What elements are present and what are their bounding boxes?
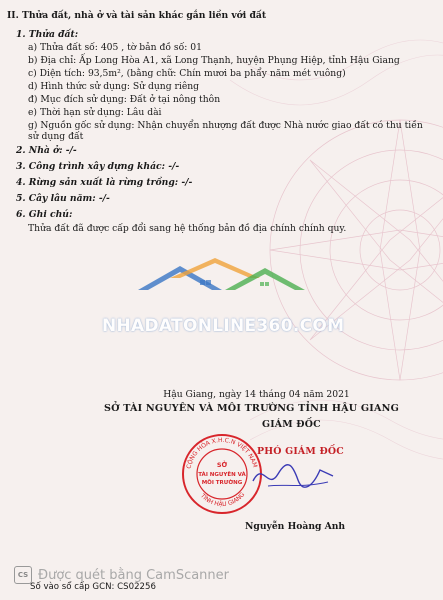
camscanner-icon: CS — [14, 566, 32, 584]
construction-item: 3. Công trình xây dựng khác: -/- — [16, 161, 180, 172]
usage-term: e) Thời hạn sử dụng: Lâu dài — [28, 107, 162, 118]
notes-text: Thửa đất đã được cấp đổi sang hệ thống bản đồ địa chính chính quy. — [28, 223, 347, 234]
parcel-number: a) Thửa đất số: 405 , tờ bản đồ số: 01 — [28, 42, 202, 53]
signature-icon — [248, 456, 338, 496]
usage-form: d) Hình thức sử dụng: Sử dụng riêng — [28, 81, 200, 92]
seal-top-text: CỘNG HÒA X.H.C.N VIỆT NAM — [185, 436, 259, 470]
signer-name: Nguyễn Hoàng Anh — [245, 521, 346, 532]
land-address: b) Địa chỉ: Ấp Long Hòa A1, xã Long Thạnh, huyện Phụng Hiệp, tỉnh Hậu Giang — [28, 55, 400, 66]
seal-bottom-text: TỈNH HẬU GIANG — [198, 491, 247, 509]
land-heading: 1. Thửa đất: — [16, 29, 79, 40]
certificate-serial: Số vào sổ cấp GCN: CS02256 — [30, 582, 156, 592]
seal-center-3: MÔI TRƯỜNG — [201, 480, 243, 486]
director-title: GIÁM ĐỐC — [262, 419, 321, 430]
house-item: 2. Nhà ở: -/- — [16, 145, 77, 156]
house-roof-icon — [100, 254, 340, 314]
camscanner-label: Được quét bằng CamScanner — [38, 567, 230, 583]
issuing-authority: SỞ TÀI NGUYÊN VÀ MÔI TRƯỜNG TỈNH HẬU GIANG — [103, 403, 400, 414]
watermark-logo — [100, 254, 345, 336]
usage-origin: g) Nguồn gốc sử dụng: Nhận chuyển nhượng đất được Nhà nước giao đất có thu tiền sử dụng đất — [28, 120, 423, 142]
section-title: II. Thửa đất, nhà ở và tài sản khác gắn liền với đất — [7, 10, 267, 21]
usage-purpose: đ) Mục đích sử dụng: Đất ở tại nông thôn — [28, 94, 221, 105]
forest-item: 4. Rừng sản xuất là rừng trồng: -/- — [16, 177, 193, 188]
deputy-title: PHÓ GIÁM ĐỐC — [257, 446, 344, 457]
seal-center-2: TÀI NGUYÊN VÀ — [198, 472, 246, 478]
date-line: Hậu Giang, ngày 14 tháng 04 năm 2021 — [163, 389, 350, 400]
watermark-text: NHADATONLINE360.COM — [102, 316, 345, 336]
perennial-item: 5. Cây lâu năm: -/- — [16, 193, 110, 204]
notes-heading: 6. Ghi chú: — [16, 209, 73, 220]
seal-center-1: SỞ — [216, 461, 228, 469]
land-area: c) Diện tích: 93,5m², (bằng chữ: Chín mươi ba phẩy năm mét vuông) — [28, 68, 346, 79]
